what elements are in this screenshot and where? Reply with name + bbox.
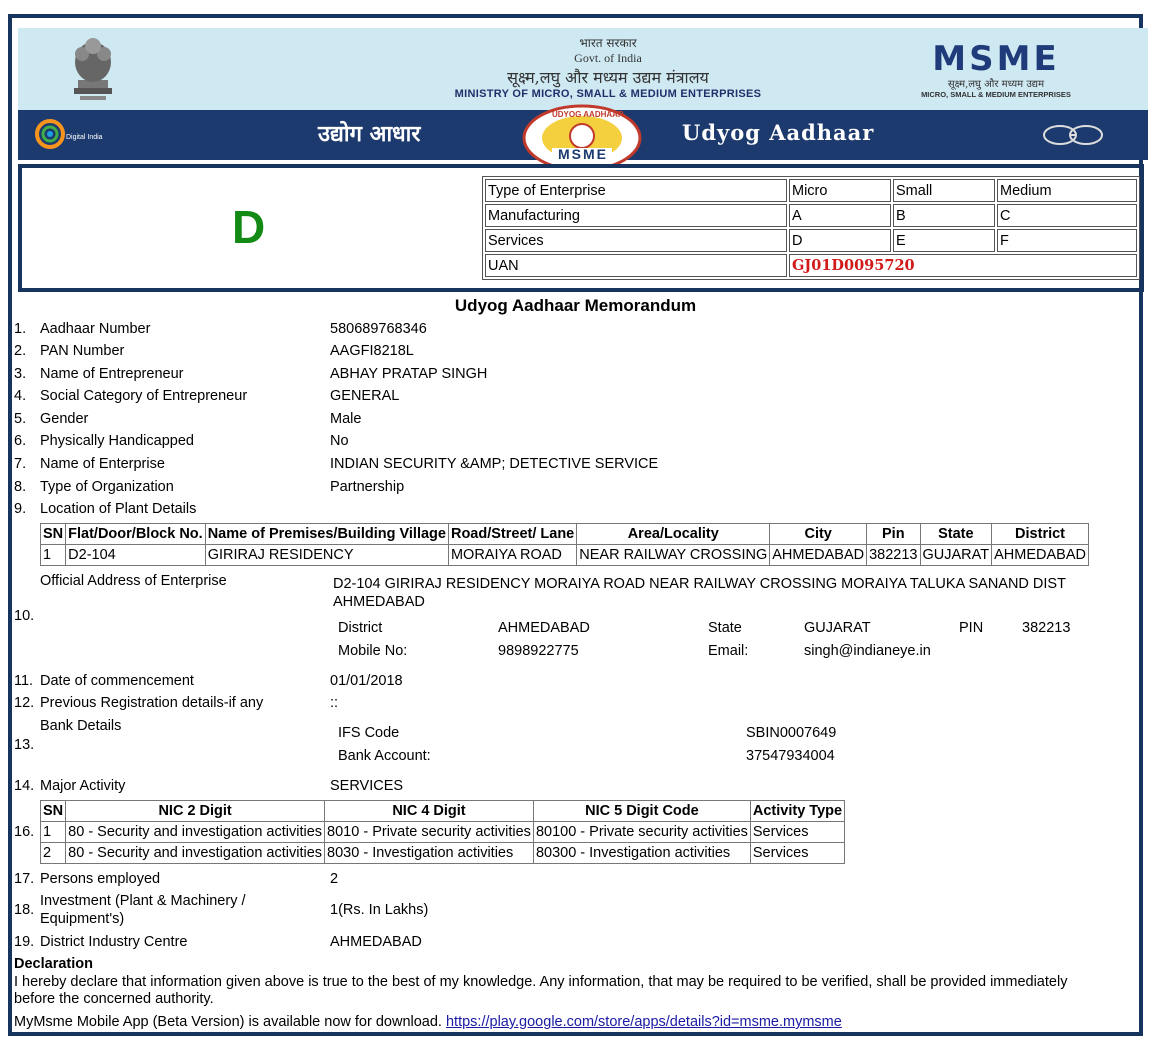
table-header-cell: SN [41,524,66,545]
state-value: GUJARAT [804,620,871,636]
table-row [41,545,1089,566]
uan-label: UAN [485,254,787,277]
hindi-ministry-text: सूक्ष्म,लघु और मध्यम उद्यम मंत्रालय [507,68,709,87]
field-label: Persons employed [40,871,161,887]
memorandum-title: Udyog Aadhaar Memorandum [454,296,697,315]
table-header-cell: Name of Premises/Building Village [205,524,448,545]
digital-india-text: Digital India [66,134,103,141]
field-number: 19. [14,934,35,950]
district-label: District [338,620,383,636]
table-cell: GIRIRAJ RESIDENCY [205,545,448,566]
field-value: 2 [330,871,339,887]
pin-label: PIN [959,620,984,636]
table-row [41,843,845,864]
field-label: Location of Plant Details [40,501,197,517]
table-cell: F [997,229,1137,252]
field-label: Name of Entrepreneur [40,366,184,382]
table-cell: Medium [997,179,1137,202]
ifs-label: IFS Code [338,725,400,741]
field-number: 7. [14,456,27,472]
declaration-line-1: I hereby declare that information given above is true to the best of my knowledge. Any information, that may be required to be verified, shall be provided immediately [14,974,1068,990]
field-number: 8. [14,479,27,495]
table-cell: Type of Enterprise [485,179,787,202]
msme-logo [886,39,1106,99]
table-row [485,179,1137,202]
plant-location-table [40,523,1089,566]
field-number: 13. [14,737,35,753]
table-cell: AHMEDABAD [992,545,1089,566]
table-cell: 80100 - Private security activities [533,822,750,843]
field-value: 01/01/2018 [330,673,403,689]
table-cell: Manufacturing [485,204,787,227]
bank-account-value: 37547934004 [746,748,835,764]
table-header-cell: NIC 5 Digit Code [533,801,750,822]
table-cell: B [893,204,995,227]
field-label: PAN Number [40,343,125,359]
table-header-cell: Pin [867,524,920,545]
seal-bottom-text: MSME [558,146,608,162]
field-value: AHMEDABAD [330,934,422,950]
field-label: Date of commencement [40,673,194,689]
field-label: Type of Organization [40,479,174,495]
table-cell: AHMEDABAD [770,545,867,566]
udyog-aadhaar-hindi: उद्योग आधार [318,121,421,147]
field-value: :: [330,695,339,711]
table-header-row [41,524,1089,545]
field-value: SERVICES [330,778,404,794]
table-header-cell: City [770,524,867,545]
udyog-aadhaar-english: Udyog Aadhaar [682,120,875,145]
field-value: 1(Rs. In Lakhs) [330,902,429,918]
table-cell: 1 [41,822,66,843]
uan-value: GJ01D0095720 [789,254,1137,277]
table-cell: D2-104 [66,545,206,566]
mobile-app-text: MyMsme Mobile App (Beta Version) is available now for download. [14,1014,446,1030]
table-header-cell: Activity Type [750,801,844,822]
msme-logo-word: MSME [932,39,1060,79]
state-label: State [708,620,742,636]
table-header-cell: NIC 4 Digit [325,801,534,822]
table-cell: 80300 - Investigation activities [533,843,750,864]
field-number: 3. [14,366,27,382]
field-number: 5. [14,411,27,427]
table-cell: 80 - Security and investigation activities [66,843,325,864]
field-number: 11. [14,673,34,689]
bank-account-label: Bank Account: [338,748,431,764]
email-label: Email: [708,643,749,659]
table-cell: Services [750,843,844,864]
table-cell: MORAIYA ROAD [448,545,576,566]
header-band [18,110,1148,160]
table-cell: GUJARAT [920,545,992,566]
mobile-label: Mobile No: [338,643,408,659]
address-label: Official Address of Enterprise [40,573,227,589]
enterprise-category-box [18,164,1144,292]
government-heading [318,34,898,100]
table-header-cell: Flat/Door/Block No. [66,524,206,545]
field-value: Partnership [330,479,405,495]
enterprise-type-table [482,176,1140,280]
table-cell: 8030 - Investigation activities [325,843,534,864]
field-value: 580689768346 [330,321,427,337]
table-cell: NEAR RAILWAY CROSSING [577,545,770,566]
pin-value: 382213 [1022,620,1071,636]
investment-label-line-1: Investment (Plant & Machinery / [40,893,246,909]
field-label: Name of Enterprise [40,456,165,472]
table-row [485,229,1137,252]
field-number: 9. [14,501,27,517]
address-line-2: AHMEDABAD [333,594,425,610]
national-emblem-icon [60,32,126,104]
field-value: ABHAY PRATAP SINGH [330,366,488,382]
table-header-cell: Area/Locality [577,524,770,545]
msme-logo-hindi: सूक्ष्म,लघु और मध्यम उद्यम [947,79,1045,90]
table-cell: 382213 [867,545,920,566]
field-number: 12. [14,695,35,711]
mobile-value: 9898922775 [498,643,579,659]
table-header-cell: NIC 2 Digit [66,801,325,822]
email-value: singh@indianeye.in [804,643,931,659]
table-cell: Small [893,179,995,202]
table-row [41,822,845,843]
mobile-app-link[interactable]: https://play.google.com/store/apps/details?id=msme.mymsme [445,1014,842,1030]
seal-top-text: UDYOG AADHAAR [552,110,624,119]
table-cell: Micro [789,179,891,202]
table-header-cell: District [992,524,1089,545]
district-value: AHMEDABAD [498,620,590,636]
table-cell: 80 - Security and investigation activities [66,822,325,843]
field-label: Physically Handicapped [40,433,194,449]
field-value: GENERAL [330,388,400,404]
field-value: INDIAN SECURITY &AMP; DETECTIVE SERVICE [330,456,659,472]
field-value: AAGFI8218L [330,343,414,359]
table-row [485,204,1137,227]
field-label: Major Activity [40,778,126,794]
table-cell: Services [485,229,787,252]
table-header-cell: State [920,524,992,545]
ifs-value: SBIN0007649 [746,725,837,741]
category-letter: D [232,201,266,253]
table-header-cell: SN [41,801,66,822]
english-ministry-text: MINISTRY OF MICRO, SMALL & MEDIUM ENTERPRISES [454,88,762,100]
swachh-bharat-logo-icon [1040,122,1106,148]
table-row [485,254,1137,277]
field-number: 10. [14,608,35,624]
address-line-1: D2-104 GIRIRAJ RESIDENCY MORAIYA ROAD NEAR RAILWAY CROSSING MORAIYA TALUKA SANAND DIST [333,576,1066,592]
table-cell: 1 [41,545,66,566]
table-cell: A [789,204,891,227]
table-cell: Services [750,822,844,843]
certificate-frame [8,14,1143,1036]
table-header-cell: Road/Street/ Lane [448,524,576,545]
field-number: 2. [14,343,27,359]
hindi-gov-text: भारत सरकार [579,36,637,50]
field-label: Social Category of Entrepreneur [40,388,248,404]
declaration-title: Declaration [14,956,93,972]
table-cell: C [997,204,1137,227]
field-value: No [330,433,349,449]
table-cell: 8010 - Private security activities [325,822,534,843]
field-number: 4. [14,388,27,404]
table-cell: 2 [41,843,66,864]
field-label: Gender [40,411,89,427]
field-number: 6. [14,433,27,449]
bank-details-label: Bank Details [40,718,122,734]
field-label: District Industry Centre [40,934,188,950]
investment-label-line-2: Equipment's) [40,911,125,927]
field-label: Previous Registration details-if any [40,695,264,711]
field-number: 18. [14,902,35,918]
msme-logo-english: MICRO, SMALL & MEDIUM ENTERPRISES [921,90,1071,99]
field-number: 1. [14,321,27,337]
declaration-line-2: before the concerned authority. [14,991,214,1007]
field-value: Male [330,411,362,427]
table-cell: E [893,229,995,252]
field-number: 14. [14,778,35,794]
nic-code-table [40,800,845,864]
table-header-row [41,801,845,822]
field-number: 17. [14,871,35,887]
field-number: 16. [14,824,35,840]
field-label: Aadhaar Number [40,321,151,337]
table-cell: D [789,229,891,252]
mobile-app-notice [14,1014,842,1030]
english-gov-text: Govt. of India [574,51,642,65]
header-top [18,28,1148,110]
